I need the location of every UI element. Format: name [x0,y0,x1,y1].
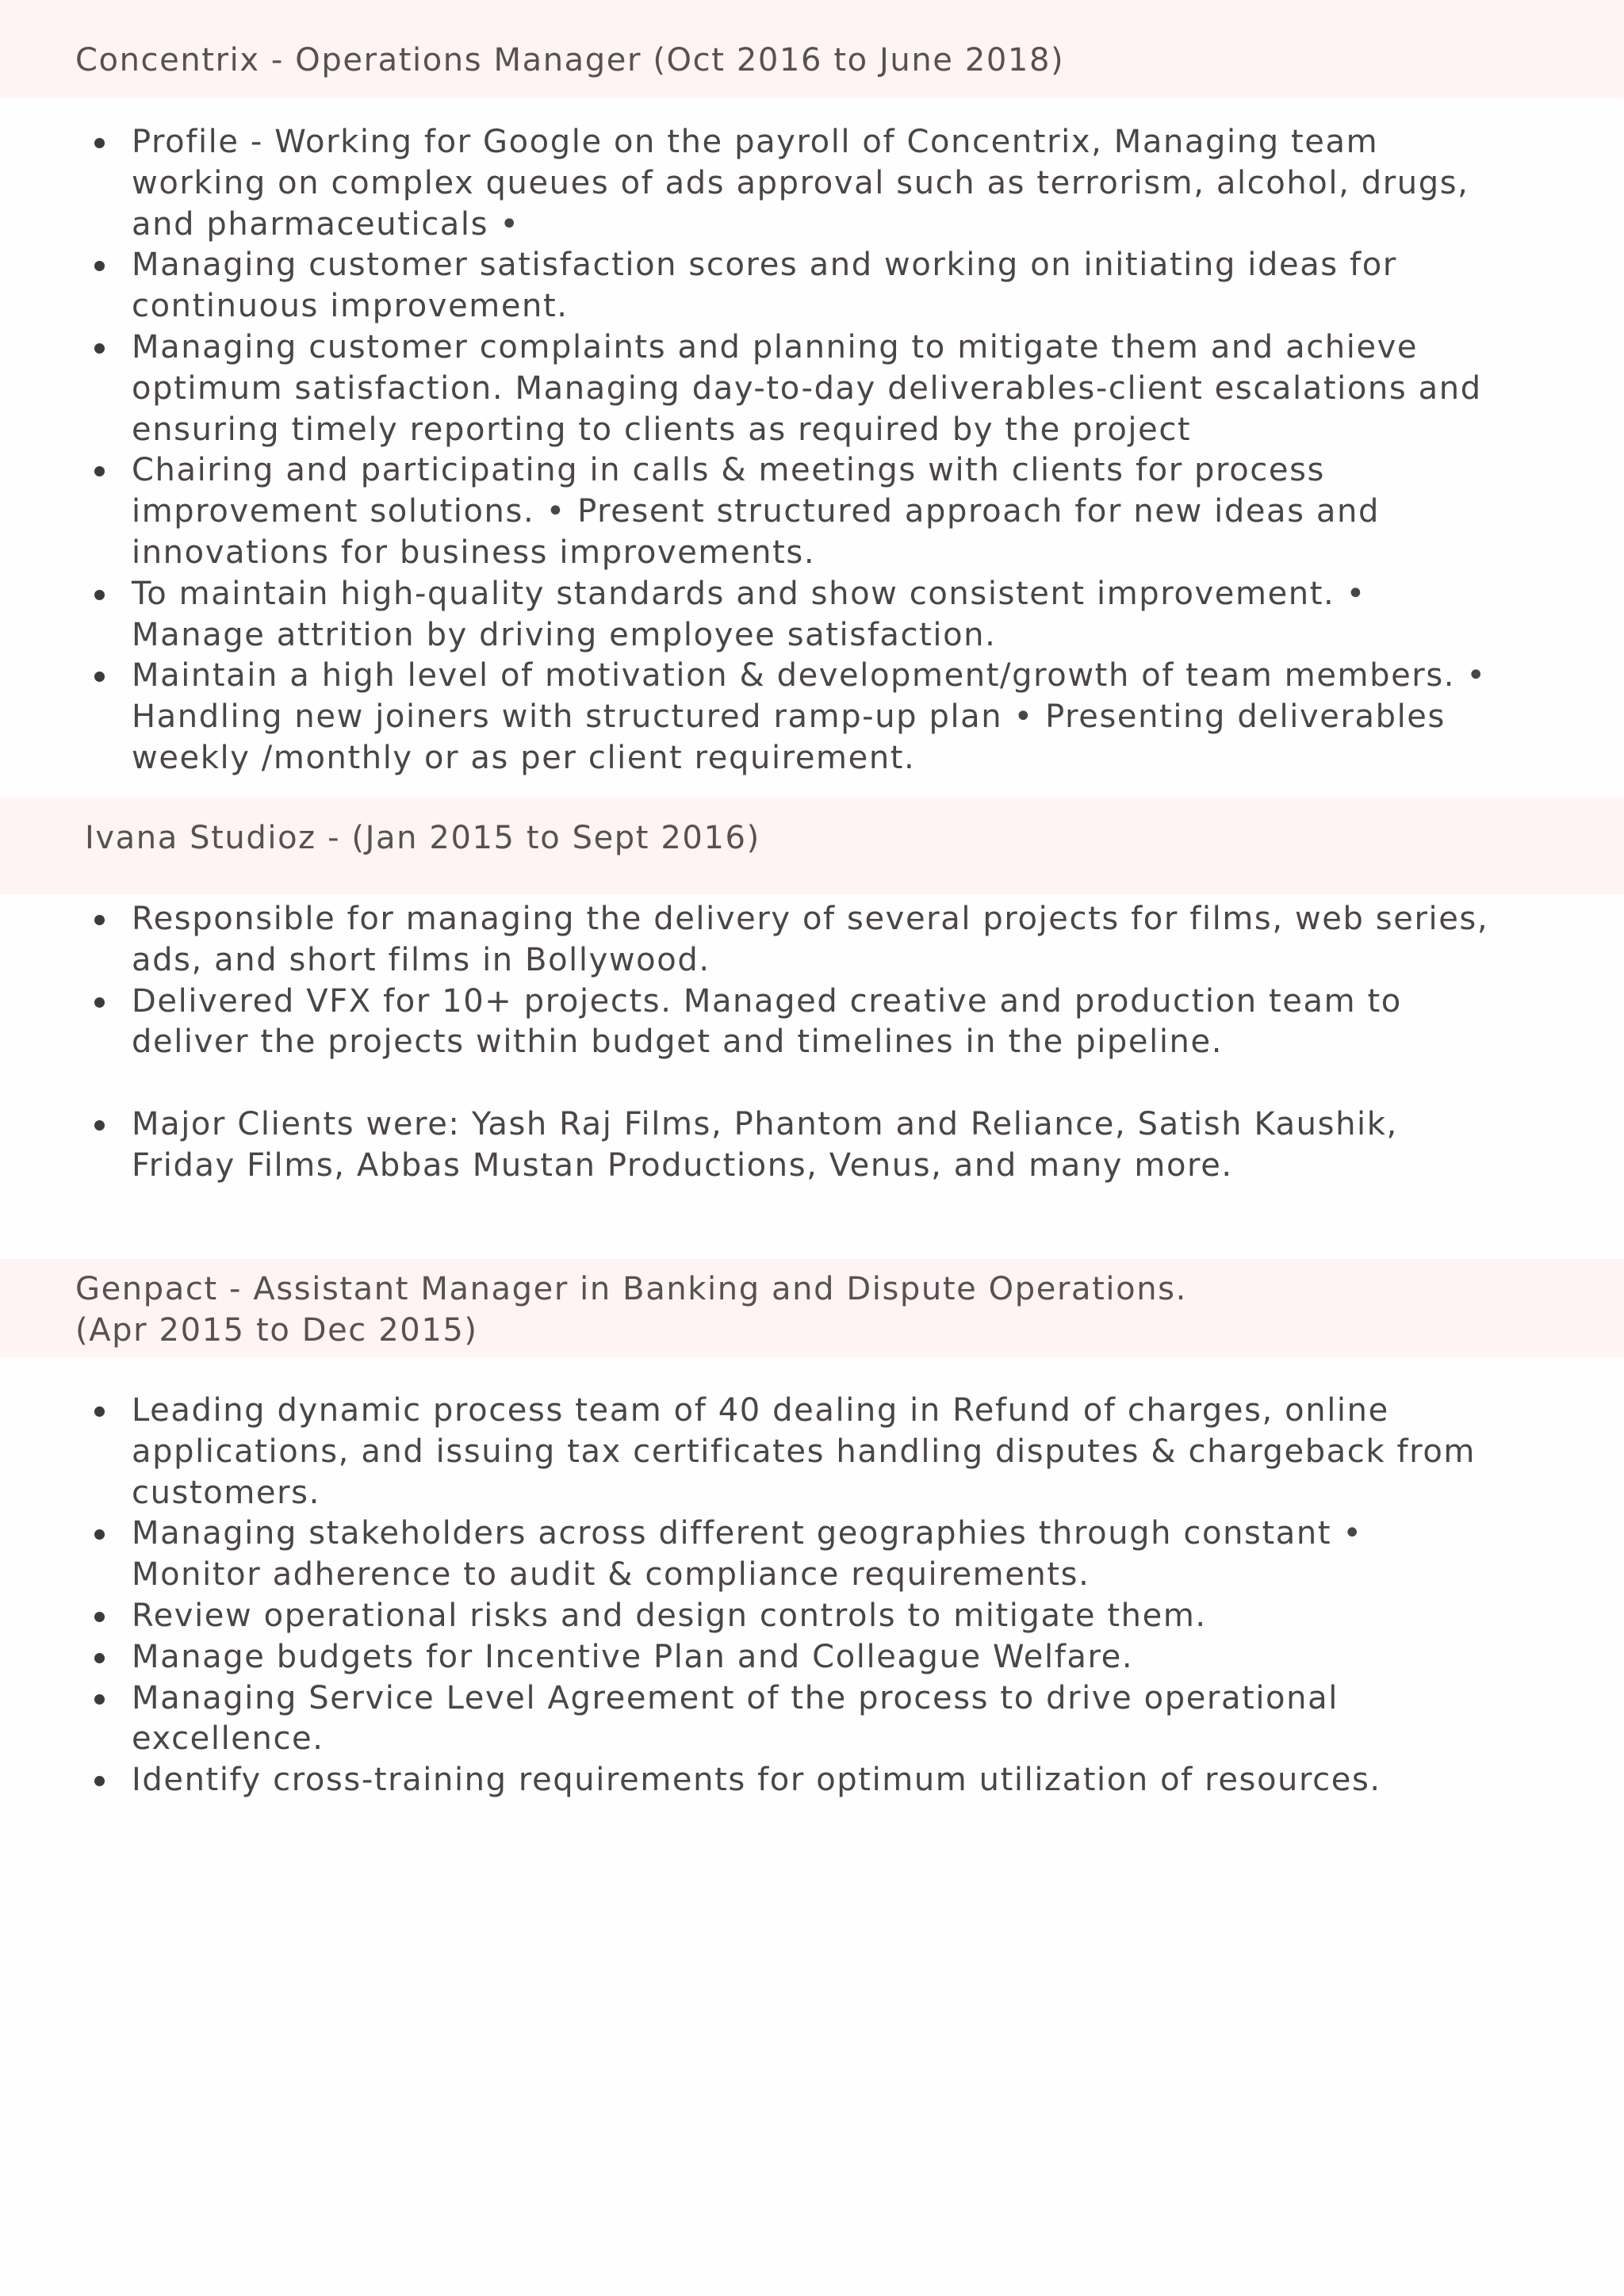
list-item-text: Managing Service Level Agreement of the process to drive operational [132,1679,1339,1716]
list-item-text: weekly /monthly or as per client requirement. [132,739,916,776]
section-header-genpact [0,1259,1624,1357]
list-item [0,899,1624,982]
list-item-text: Managing customer satisfaction scores and working on initiating ideas for [132,247,1397,284]
list-item-text: Manage budgets for Incentive Plan and Colleague Welfare. [132,1638,1134,1675]
section-title-line: (Apr 2015 to Dec 2015) [75,1312,478,1349]
list-item [0,1391,1624,1513]
list-item-text: Maintain a high level of motivation & development/growth of team members. • [132,657,1487,695]
list-item [0,1637,1624,1678]
list-item-text: continuous improvement. [132,288,569,325]
list-item [0,1760,1624,1801]
list-item-text: applications, and issuing tax certificates handling disputes & chargeback from [132,1433,1476,1470]
list-item-text: Major Clients were: Yash Raj Films, Phantom and Reliance, Satish Kaushik, [132,1106,1398,1143]
bullet-icon [94,1776,105,1786]
list-item-text: Managing customer complaints and planning to mitigate them and achieve [132,328,1419,365]
list-item-text: ensuring timely reporting to clients as required by the project [132,411,1192,448]
bullet-icon [94,672,105,682]
bullet-icon [94,1120,105,1131]
list-item-text: innovations for business improvements. [132,534,816,571]
bullet-icon [94,343,105,354]
bullet-icon [94,138,105,148]
list-item [0,1678,1624,1761]
list-item-text: excellence. [132,1720,324,1758]
list-item [0,327,1624,450]
list-item-text: working on complex queues of ads approval such as terrorism, alcohol, drugs, [132,164,1469,201]
section-header-concentrix [0,0,1624,98]
list-item-text: and pharmaceuticals • [132,205,520,243]
section-title-line: Genpact - Assistant Manager in Banking and Dispute Operations. [75,1271,1187,1307]
list-item-text: Handling new joiners with structured ramp-up plan • Presenting deliverables [132,698,1446,736]
bullet-icon [94,1694,105,1705]
section-title-line: Concentrix - Operations Manager (Oct 2016 to June 2018) [75,42,1065,78]
list-item-text: To maintain high-quality standards and show consistent improvement. • [132,575,1366,612]
bullet-icon [94,590,105,600]
bullet-icon [94,1612,105,1622]
list-item-text: customers. [132,1474,320,1511]
list-item [0,450,1624,573]
list-item-text: Responsible for managing the delivery of several projects for films, web series, [132,901,1489,937]
list-item [0,1104,1624,1187]
list-item-text: Leading dynamic process team of 40 dealing in Refund of charges, online [132,1392,1389,1429]
bullet-icon [94,1529,105,1540]
list-item-text: Friday Films, Abbas Mustan Productions, Venus, and many more. [132,1146,1233,1184]
list-item-text: improvement solutions. • Present structured approach for new ideas and [132,493,1380,530]
section-title [75,1269,1187,1351]
list-item-text: Managing stakeholders across different geographies through constant • [132,1515,1363,1552]
bullet-icon [94,997,105,1008]
ivana-studioz-bullet-list [0,899,1624,1187]
list-item [0,982,1624,1064]
bullet-icon [94,466,105,476]
section-title [75,40,1064,81]
list-item [0,245,1624,327]
bullet-icon [94,1406,105,1417]
bullet-icon [94,915,105,925]
list-item-text: Monitor adherence to audit & compliance requirements. [132,1556,1090,1594]
list-item-text: Review operational risks and design controls to mitigate them. [132,1597,1207,1634]
list-item-text: deliver the projects within budget and timelines in the pipeline. [132,1024,1224,1061]
list-item [0,1596,1624,1637]
list-item-text: Identify cross-training requirements for optimum utilization of resources. [132,1762,1381,1799]
section-title-line: Ivana Studioz - (Jan 2015 to Sept 2016) [85,820,760,856]
list-item [0,1513,1624,1596]
list-item-text: Manage attrition by driving employee satisfaction. [132,616,997,653]
list-item-text: optimum satisfaction. Managing day-to-day deliverables-client escalations and [132,369,1482,407]
section-title [85,817,760,859]
genpact-bullet-list [0,1391,1624,1801]
concentrix-bullet-list [0,122,1624,779]
list-item-text: Profile - Working for Google on the payroll of Concentrix, Managing team [132,124,1379,160]
list-item [0,656,1624,779]
list-item-text: Delivered VFX for 10+ projects. Managed creative and production team to [132,982,1402,1020]
list-item-text: Chairing and participating in calls & meetings with clients for process [132,452,1325,489]
bullet-icon [94,261,105,271]
list-item [0,574,1624,656]
list-item-text: ads, and short films in Bollywood. [132,941,710,978]
section-header-ivana-studioz [0,798,1624,894]
list-item [0,122,1624,245]
bullet-icon [94,1653,105,1663]
